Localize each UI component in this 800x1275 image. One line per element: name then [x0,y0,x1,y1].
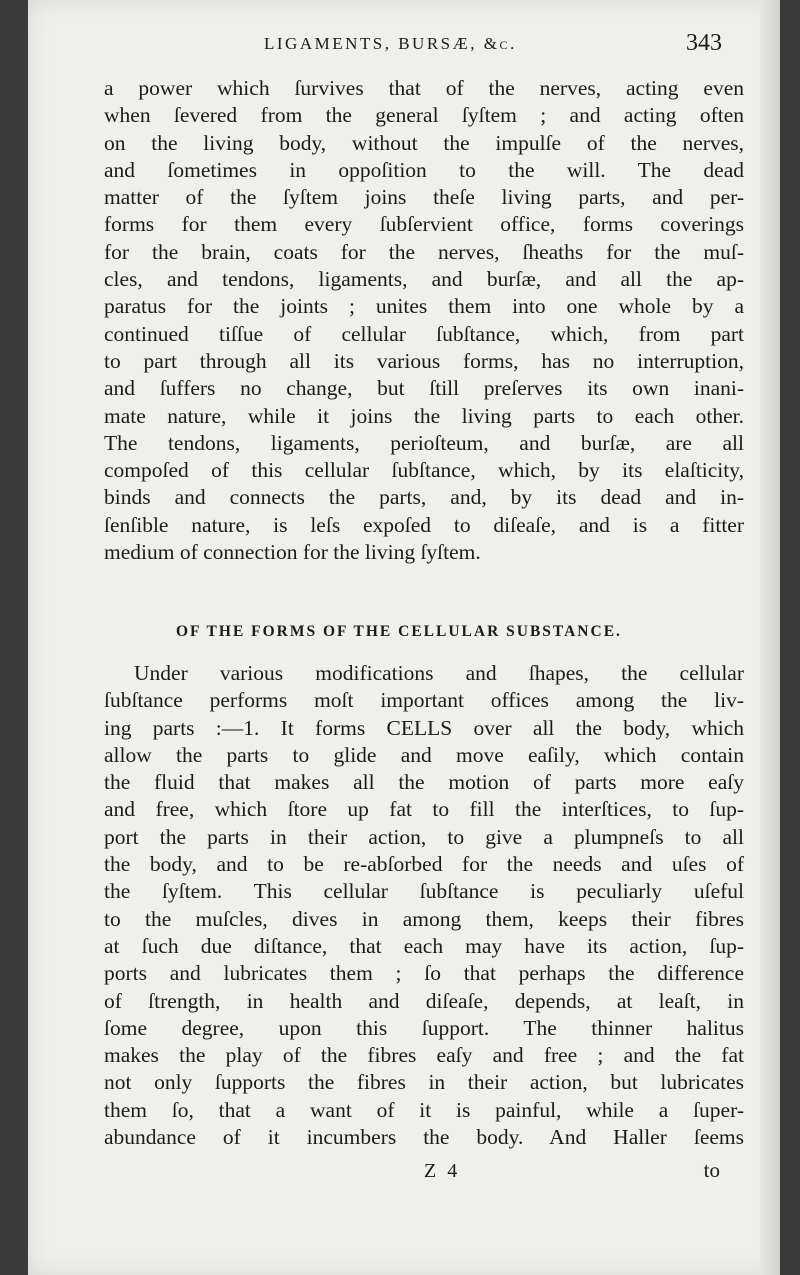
page-edge [760,0,780,1275]
section-heading: OF THE FORMS OF THE CELLULAR SUBSTANCE. [176,623,622,640]
text-line: matter of the ſyſtem joins theſe living parts, and per- [104,185,744,210]
text-line: the body, and to be re-abſorbed for the needs and uſes of [104,852,744,877]
text-line: at ſuch due diſtance, that each may have its action, ſup- [104,933,744,958]
text-line: when ſevered from the general ſyſtem ; and acting often [104,103,744,128]
page-number: 343 [686,30,722,56]
text-line: for the brain, coats for the nerves, ſheaths for the muſ- [104,239,744,264]
paragraph-1 [104,75,744,566]
text-line: and free, which ſtore up fat to fill the interſtices, to ſup- [104,797,744,822]
signature-mark: Z 4 [424,1160,461,1182]
text-line: makes the play of the fibres eaſy and free ; and the fat [104,1043,744,1068]
text-line: on the living body, without the impulſe of the nerves, [104,130,744,155]
text-line: compoſed of this cellular ſubſtance, which, by its elaſticity, [104,458,744,483]
text-line: binds and connects the parts, and, by its dead and in- [104,485,744,510]
text-line: not only ſupports the fibres in their action, but lubricates [104,1070,744,1095]
paragraph-2 [104,660,744,1151]
text-line: the ſyſtem. This cellular ſubſtance is peculiarly uſeful [104,879,744,904]
text-line: to the muſcles, dives in among them, keeps their fibres [104,906,744,931]
text-line: and ſometimes in oppoſition to the will. The dead [104,157,744,182]
text-line: to part through all its various forms, has no interruption, [104,348,744,373]
text-line: paratus for the joints ; unites them into one whole by a [104,294,744,319]
text-line: ſome degree, upon this ſupport. The thinner halitus [104,1015,744,1040]
text-line: and ſuffers no change, but ſtill preſerves its own inani- [104,376,744,401]
text-line: allow the parts to glide and move eaſily, which contain [104,742,744,767]
text-line: a power which ſurvives that of the nerves, acting even [104,76,744,100]
text-line: ports and lubricates them ; ſo that perhaps the difference [104,961,744,986]
running-head: LIGAMENTS, BURSÆ, &c. [264,34,517,53]
text-line: The tendons, ligaments, perioſteum, and burſæ, are all [104,430,744,455]
catchword: to [703,1158,720,1182]
text-line: medium of connection for the living ſyſtem. [104,540,481,565]
book-page [28,0,780,1275]
text-line: them ſo, that a want of it is painful, while a ſuper- [104,1097,744,1122]
text-line: ſubſtance performs moſt important offices among the liv- [104,688,744,713]
text-line: ſenſible nature, is leſs expoſed to diſeaſe, and is a fitter [104,512,744,537]
text-line: forms for them every ſubſervient office, forms coverings [104,212,744,237]
text-line: ing parts :—1. It forms CELLS over all the body, which [104,715,744,740]
text-line: Under various modifications and ſhapes, the cellular [134,661,744,685]
text-line: of ſtrength, in health and diſeaſe, depends, at leaſt, in [104,988,744,1013]
text-line: port the parts in their action, to give a plumpneſs to all [104,824,744,849]
text-line: the fluid that makes all the motion of parts more eaſy [104,770,744,795]
text-line: mate nature, while it joins the living parts to each other. [104,403,744,428]
text-line: abundance of it incumbers the body. And Haller ſeems [104,1125,744,1150]
text-line: cles, and tendons, ligaments, and burſæ, and all the ap- [104,267,744,292]
text-line: continued tiſſue of cellular ſubſtance, which, from part [104,321,744,346]
